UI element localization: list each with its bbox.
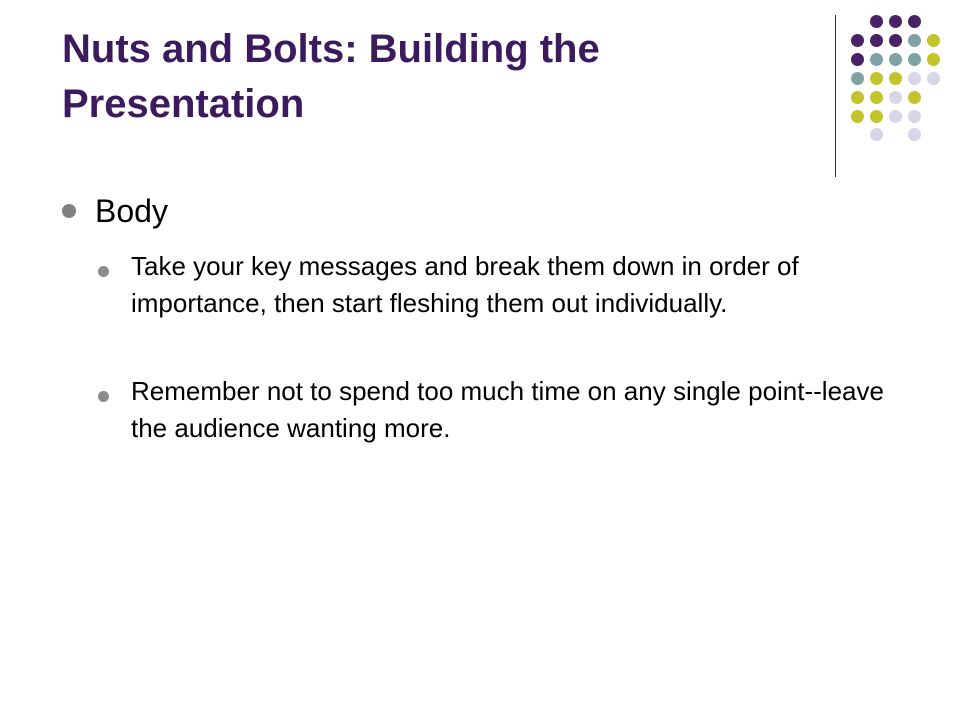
bullet-level2-text: Remember not to spend too much time on any single point--leave the audience wanting more. xyxy=(131,376,884,443)
bullet-icon xyxy=(98,391,109,402)
slide-title: Nuts and Bolts: Building the Presentation xyxy=(62,27,600,126)
bullet-level2-text: Take your key messages and break them down in order of importance, then start fleshing them out individually. xyxy=(131,251,799,318)
bullet-level1-text: Body xyxy=(95,193,168,229)
bullet-icon xyxy=(98,266,109,277)
bullet-icon xyxy=(62,204,76,218)
